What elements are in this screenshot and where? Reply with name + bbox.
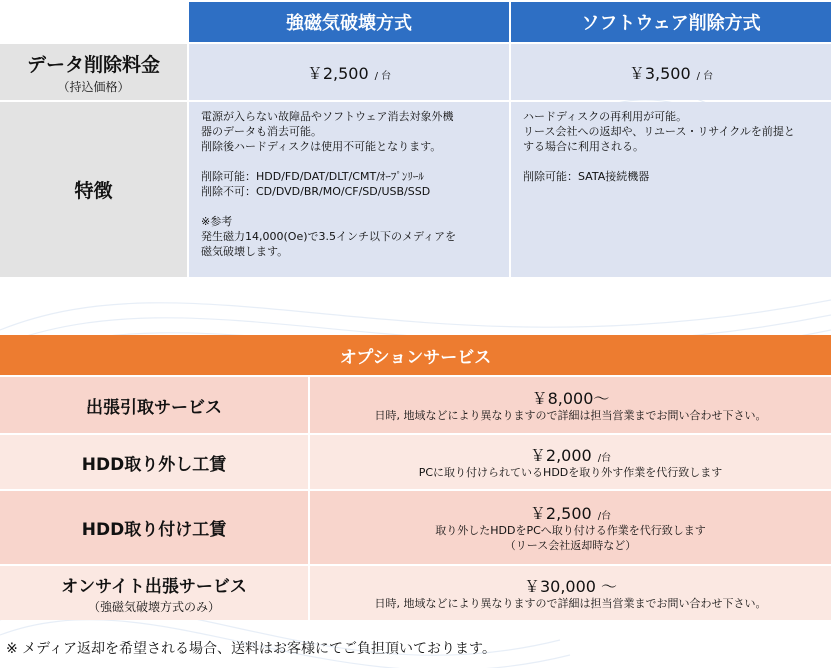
column-header-magnetic — [189, 2, 509, 42]
option-0-note: 日時, 地域などにより異なりますので詳細は担当営業までお問い合わせ下さい。 — [374, 409, 767, 423]
option-3-name: オンサイト出張サービス — [61, 576, 247, 597]
option-1-unit: /台 — [597, 453, 612, 465]
features-label-cell — [0, 102, 187, 277]
option-2-name: HDD取り付け工賃 — [81, 520, 227, 540]
fee-software-cell — [511, 44, 831, 100]
fee-software-unit: / 台 — [696, 70, 714, 82]
options-header — [0, 335, 831, 375]
option-0-name: 出張引取サービス — [86, 397, 222, 418]
option-1-price: ￥2,000 — [529, 446, 592, 466]
option-row-0-value-cell — [310, 377, 831, 433]
fee-label: データ削除料金 — [26, 53, 160, 76]
option-row-1-value-cell — [310, 435, 831, 489]
option-2-note: 取り外したHDDをPCへ取り付ける作業を代行致します （リース会社返却時など） — [435, 524, 706, 552]
option-row-0-label-cell — [0, 377, 308, 433]
fee-label-cell — [0, 44, 187, 100]
features-magnetic-text: 電源が入らない故障品やソフトウェア消去対象外機 器のデータも消去可能。 削除後ハードディスクは使用不可能となります。 削除可能：HDD/FD/DAT/DLT/CMT/ｵｰﾌﾟﾝﾘｰﾙ 削除不可：CD/DVD/BR/MO/CF/SD/USB/SSD ※参考 発生磁力14,000(Oe)で3.5インチ以下のメディアを 磁気破壊します。 — [201, 110, 457, 258]
fee-magnetic-cell — [189, 44, 509, 100]
option-2-unit: /台 — [597, 511, 612, 523]
option-row-3-label-cell — [0, 566, 308, 620]
option-row-1-label-cell — [0, 435, 308, 489]
option-row-2-value-cell — [310, 491, 831, 564]
option-3-sublabel: （強磁気破壊方式のみ） — [87, 599, 220, 614]
options-title: オプションサービス — [339, 347, 492, 368]
fee-software-price: ￥3,500 — [628, 63, 691, 83]
column-header-magnetic-label: 強磁気破壊方式 — [286, 13, 412, 34]
features-label: 特徴 — [74, 180, 113, 202]
option-1-name: HDD取り外し工賃 — [81, 454, 227, 475]
option-row-3-value-cell — [310, 566, 831, 620]
features-software-text: ハードディスクの再利用が可能。 リース会社への返却や、リユース・リサイクルを前提と する場合に利用される。 削除可能：SATA接続機器 — [523, 110, 795, 183]
features-software-cell — [511, 102, 831, 277]
fee-magnetic-price: ￥2,500 — [306, 63, 369, 83]
option-3-price: ￥30,000 ～ — [523, 577, 618, 597]
features-magnetic-cell — [189, 102, 509, 277]
option-2-price: ￥2,500 — [529, 504, 592, 524]
fee-magnetic-unit: / 台 — [374, 70, 392, 82]
footer-note: ※ メディア返却を希望される場合、送料はお客様にてご負担頂いております。 — [6, 641, 496, 657]
option-1-note: PCに取り付けられているHDDを取り外す作業を代行致します — [418, 466, 723, 480]
option-row-2-label-cell — [0, 491, 308, 564]
column-header-software-label: ソフトウェア削除方式 — [581, 13, 761, 34]
option-0-price: ￥8,000～ — [531, 389, 610, 409]
option-3-note: 日時, 地域などにより異なりますので詳細は担当営業までお問い合わせ下さい。 — [374, 597, 767, 611]
fee-sublabel: （持込価格） — [57, 79, 130, 94]
column-header-software — [511, 2, 831, 42]
